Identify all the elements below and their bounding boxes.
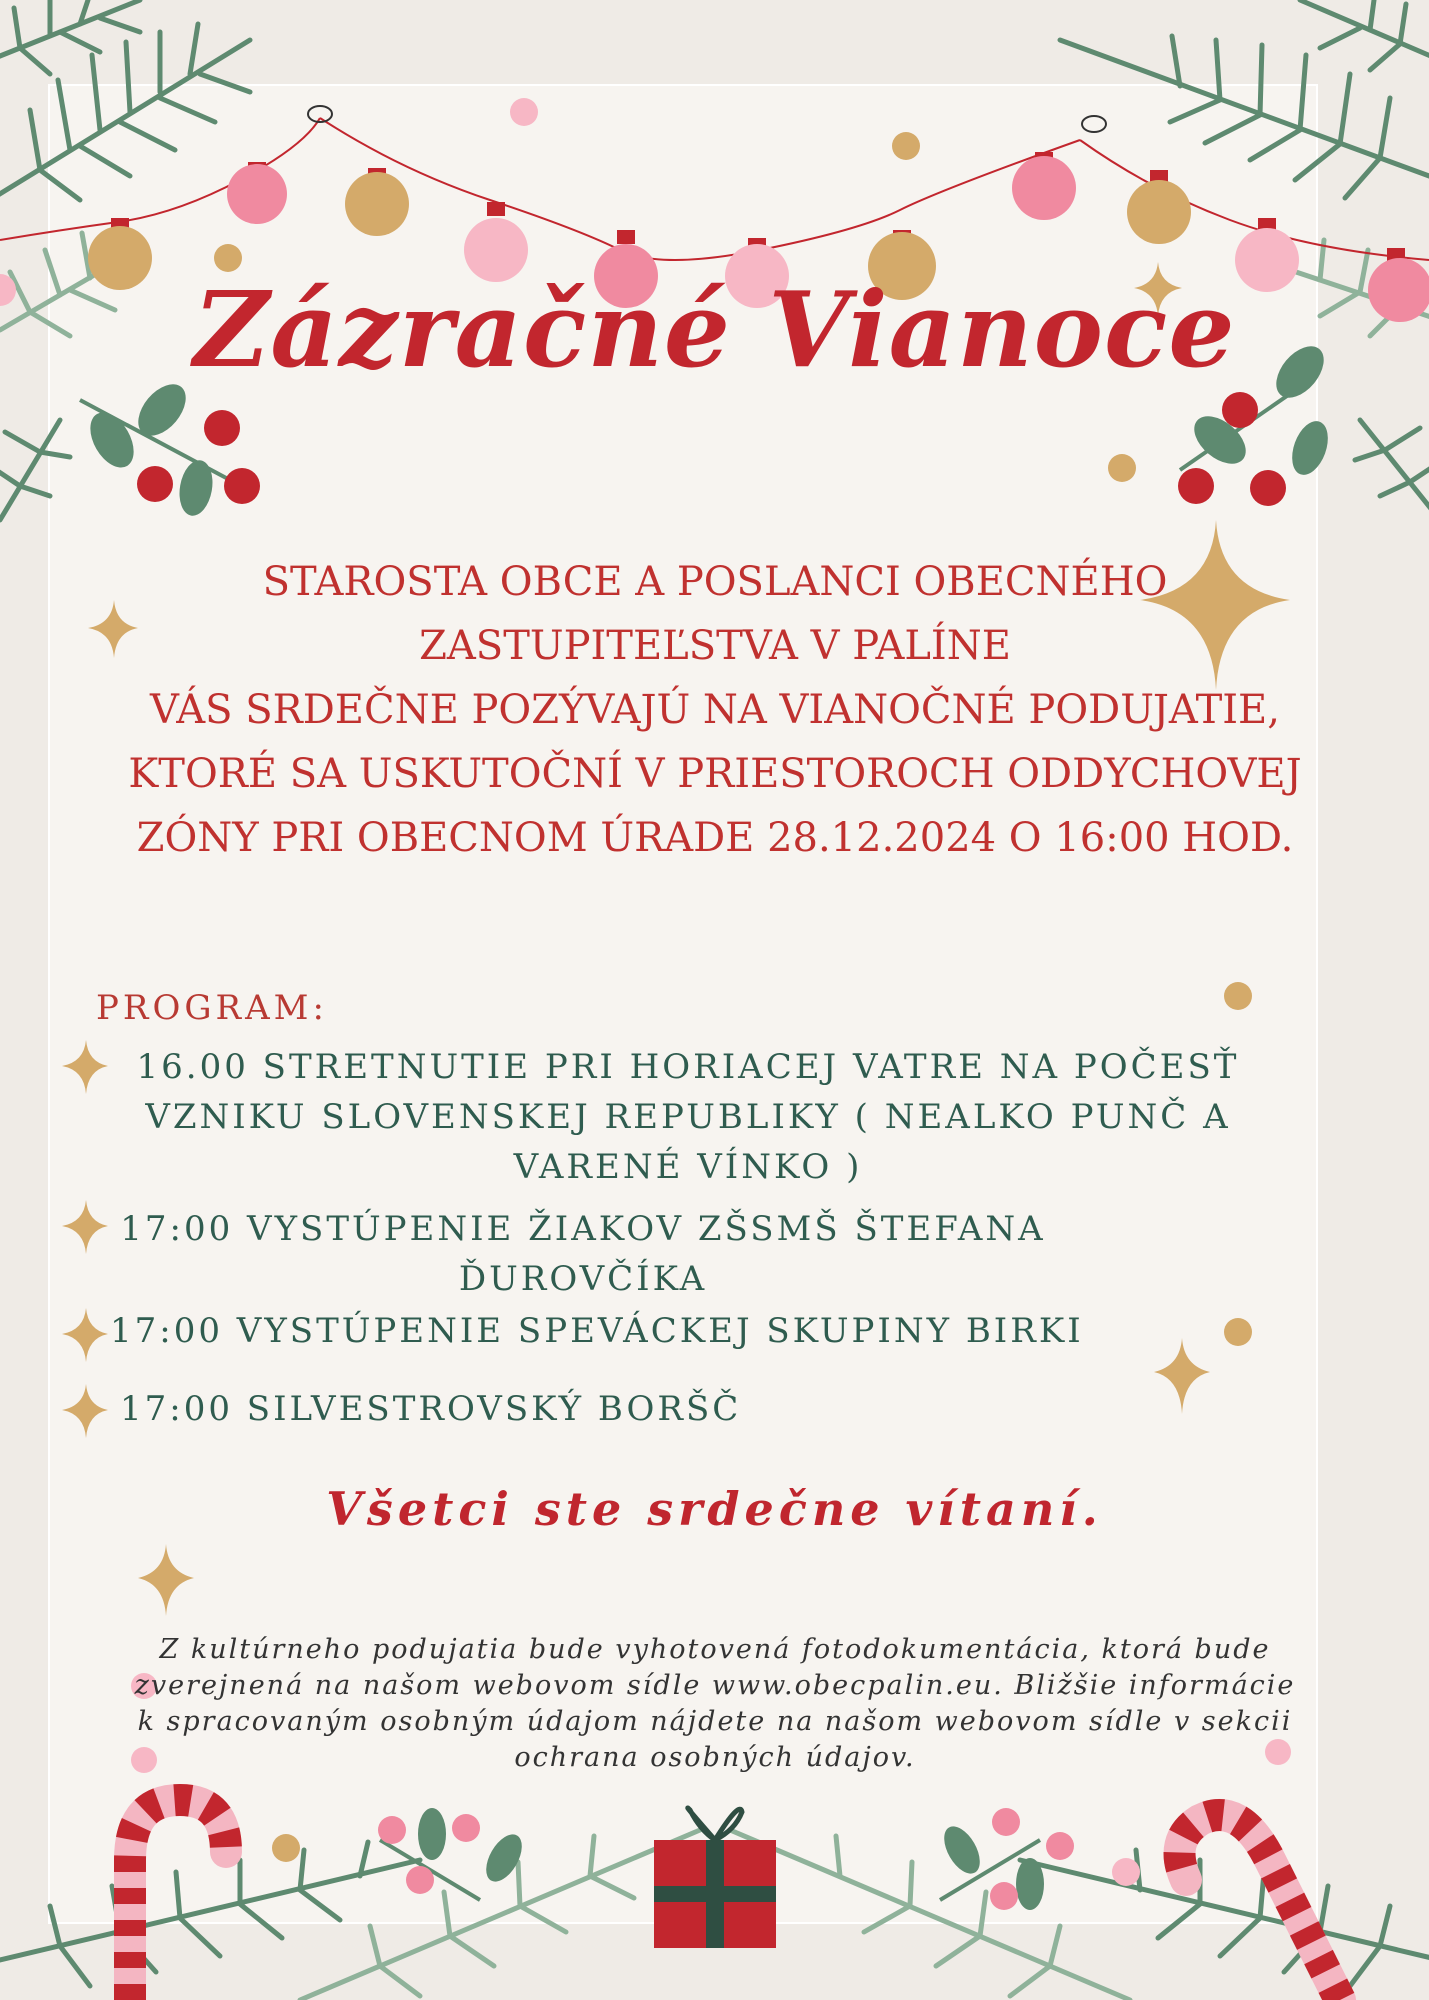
program-item-line: 16.00 STRETNUTIE PRI HORIACEJ VATRE NA POČESŤ [136, 1047, 1240, 1087]
program-item-line: 17:00 VYSTÚPENIE ŽIAKOV ZŠSMŠ ŠTEFANA [120, 1209, 1046, 1249]
program-heading: PROGRAM: [96, 988, 328, 1028]
invitation-line: ZASTUPITEĽSTVA V PALÍNE [419, 623, 1011, 669]
invitation-text [110, 550, 1320, 870]
gdpr-note [90, 1632, 1340, 1776]
program-item [118, 1042, 1258, 1192]
program-item-line: 17:00 SILVESTROVSKÝ BORŠČ [120, 1389, 742, 1429]
program-item-line: 17:00 VYSTÚPENIE SPEVÁCKEJ SKUPINY BIRKI [110, 1311, 1084, 1351]
invitation-line: ZÓNY PRI OBECNOM ÚRADE 28.12.2024 O 16:00 HOD. [136, 815, 1294, 861]
garland-string-center [320, 118, 1080, 260]
welcome-text: Všetci ste srdečne vítaní. [326, 1482, 1103, 1536]
gdpr-note-line: Z kultúrneho podujatia bude vyhotovená fotodokumentácia, ktorá bude [159, 1634, 1271, 1665]
gdpr-note-line: ochrana osobných údajov. [514, 1742, 916, 1773]
gdpr-note-line: zverejnená na našom webovom sídle www.obecpalin.eu. Bližšie informácie [134, 1670, 1296, 1701]
gift-icon [654, 1808, 776, 1948]
gdpr-note-line: k spracovaným osobným údajom nájdete na našom webovom sídle v sekcii [137, 1706, 1293, 1737]
invitation-line: KTORÉ SA USKUTOČNÍ V PRIESTOROCH ODDYCHOVEJ [128, 751, 1302, 797]
program-item-line: VZNIKU SLOVENSKEJ REPUBLIKY ( NEALKO PUNČ A [145, 1097, 1231, 1137]
program-item-line: VARENÉ VÍNKO ) [513, 1147, 863, 1187]
program-item-line: ĎUROVČÍKA [458, 1259, 708, 1299]
berry-sprig-left [80, 375, 260, 518]
program-item [110, 1306, 1110, 1356]
poster-title: Zázračné Vianoce [193, 268, 1236, 391]
invitation-line: VÁS SRDEČNE POZÝVAJÚ NA VIANOČNÉ PODUJATIE, [150, 687, 1280, 733]
garland-clip-icon [308, 106, 1106, 132]
program-item [120, 1384, 1020, 1434]
program-item [118, 1204, 1048, 1304]
invitation-line: STAROSTA OBCE A POSLANCI OBECNÉHO [262, 559, 1168, 605]
